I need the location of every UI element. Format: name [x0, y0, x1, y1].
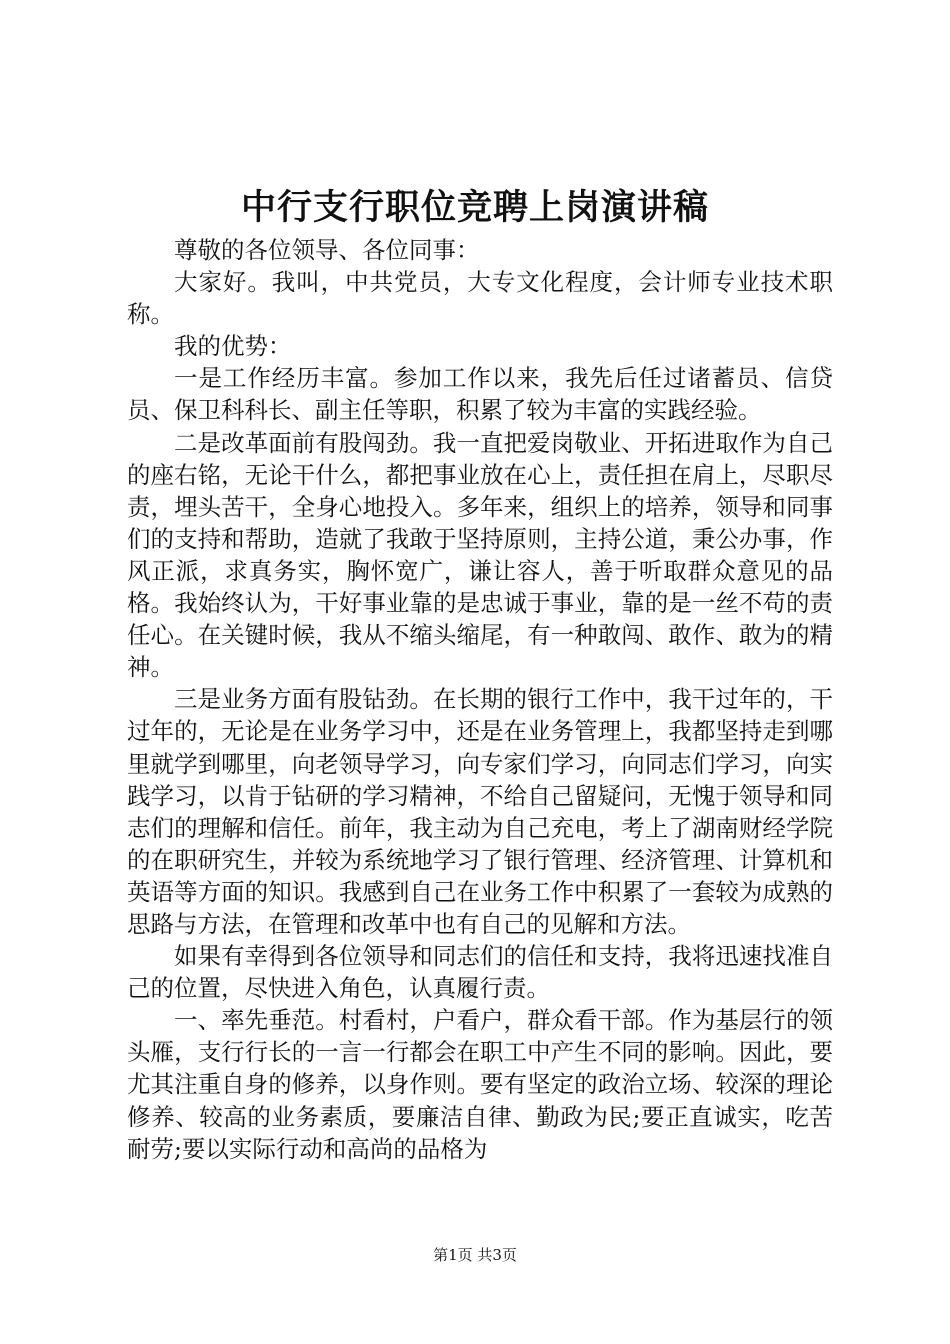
advantages-heading: 我的优势：	[174, 332, 292, 361]
advantage-business-paragraph: 三是业务方面有股钻劲。在长期的银行工作中，我干过年的，干过年的，无论是在业务学习中，还是在业务管理上，我都坚持走到哪里就学到哪里，向老领导学习，向专家们学习，向同志们学习，向实践学习，以肯于钻研的学习精神，不给自己留疑问，无愧于领导和同志们的理解和信任。前年，我主动为自己充电，考上了湖南财经学院的在职研究生，并较为系统地学习了银行管理、经济管理、计算机和英语等方面的知识。我感到自己在业务工作中积累了一套较为成熟的思路与方法，在管理和改革中也有自己的见解和方法。	[127, 685, 833, 938]
lead-by-example-paragraph: 一、率先垂范。村看村，户看户，群众看干部。作为基层行的领头雁，支行行长的一言一行都会在职工中产生不同的影响。因此，要尤其注重自身的修养，以身作则。要有坚定的政治立场、较深的理论修养、较高的业务素质，要廉洁自律、勤政为民;要正直诚实，吃苦耐劳;要以实际行动和高尚的品格为	[127, 1006, 833, 1163]
advantage-experience-paragraph: 一是工作经历丰富。参加工作以来，我先后任过诸蓄员、信贷员、保卫科科长、副主任等职，积累了较为丰富的实践经验。	[127, 364, 833, 425]
document-body	[127, 234, 833, 1165]
commitment-paragraph: 如果有幸得到各位领导和同志们的信任和支持，我将迅速找准自己的位置，尽快进入角色，认真履行责。	[127, 942, 833, 1003]
salutation-paragraph: 尊敬的各位领导、各位同事：	[174, 236, 480, 264]
document-title: 中行支行职位竞聘上岗演讲稿	[240, 187, 709, 228]
introduction-paragraph: 大家好。我叫，中共党员，大专文化程度，会计师专业技术职称。	[127, 268, 833, 329]
advantage-reform-paragraph: 二是改革面前有股闯劲。我一直把爱岗敬业、开拓进取作为自己的座右铭，无论干什么，都把事业放在心上，责任担在肩上，尽职尽责，埋头苦干，全身心地投入。多年来，组织上的培养，领导和同事们的支持和帮助，造就了我敢于坚持原则，主持公道，秉公办事，作风正派，求真务实，胸怀宽广，谦让容人，善于听取群众意见的品格。我始终认为，干好事业靠的是忠诚于事业，靠的是一丝不苟的责任心。在关键时候，我从不缩头缩尾，有一种敢闯、敢作、敢为的精神。	[127, 428, 833, 682]
page-footer: 第1页 共3页	[433, 1246, 517, 1264]
